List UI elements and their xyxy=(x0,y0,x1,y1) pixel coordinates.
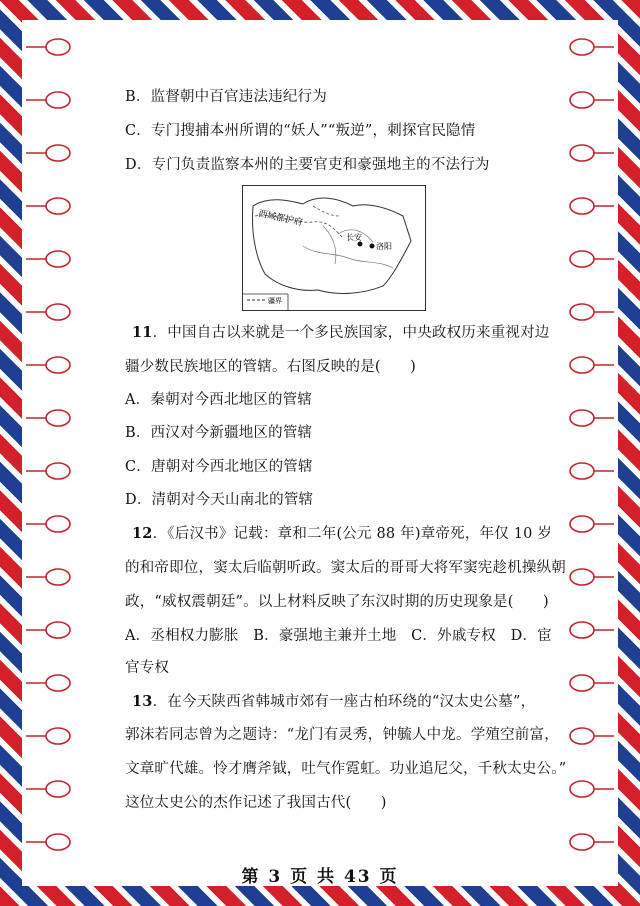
question-13-text-1: ．在今天陕西省韩城市郊有一座古柏环绕的“汉太史公墓”， xyxy=(152,694,536,710)
option-10-c: C．专门搜捕本州所谓的“妖人”“叛逆”，刺探官民隐情 xyxy=(125,123,476,139)
page-footer: 第 3 页 共 43 页 xyxy=(241,867,399,887)
question-13-line-2: 郭沫若同志曾为之题诗：“龙门有灵秀，钟毓人中龙。学殖空前富， xyxy=(125,727,559,743)
question-12-line-3: 政，“威权震朝廷”。以上材料反映了东汉时期的历史现象是( ) xyxy=(125,594,549,610)
option-11-c: C．唐朝对今西北地区的管辖 xyxy=(125,459,313,475)
question-13-line-3: 文章旷代雄。怜才膺斧钺，吐气作霓虹。功业追尼父，千秋太史公。” xyxy=(125,761,567,777)
question-13-line-1 xyxy=(132,690,535,711)
map-region-label: 西域都护府 xyxy=(257,209,304,229)
option-10-b: B．监督朝中百官违法违纪行为 xyxy=(125,89,327,105)
map-legend: 疆界 xyxy=(268,297,282,305)
question-11-text-1: ．中国自古以来就是一个多民族国家，中央政权历来重视对边 xyxy=(152,325,550,341)
option-12-line-2: 官专权 xyxy=(125,660,170,676)
question-12-number: 12 xyxy=(132,525,153,542)
question-12-text-1: ．《后汉书》记载：章和二年(公元 88 年)章帝死，年仅 10 岁 xyxy=(152,526,553,542)
question-13-number: 13 xyxy=(132,693,153,710)
map-city-luoyang: 洛阳 xyxy=(376,242,392,251)
option-11-b: B．西汉对今新疆地区的管辖 xyxy=(125,425,313,441)
question-12-line-1 xyxy=(132,522,552,543)
option-11-a: A．秦朝对今西北地区的管辖 xyxy=(125,392,313,408)
map-svg xyxy=(243,186,425,310)
option-10-d: D．专门负责监察本州的主要官吏和豪强地主的不法行为 xyxy=(125,157,490,173)
question-12-line-2: 的和帝即位，窦太后临朝听政。窦太后的哥哥大将军窦宪趁机操纵朝 xyxy=(125,560,566,576)
question-11-line-2: 疆少数民族地区的管辖。右图反映的是( ) xyxy=(125,359,417,375)
question-13-line-4: 这位太史公的杰作记述了我国古代( ) xyxy=(125,795,387,811)
option-11-d: D．清朝对今天山南北的管辖 xyxy=(125,492,314,508)
map-figure xyxy=(242,185,426,311)
option-12-line-1: A．丞相权力膨胀 B．豪强地主兼并土地 C．外戚专权 D．宦 xyxy=(125,628,552,644)
question-11-line-1 xyxy=(132,321,550,342)
question-11-number: 11 xyxy=(132,324,153,341)
map-city-changan: 长安 xyxy=(346,233,362,242)
